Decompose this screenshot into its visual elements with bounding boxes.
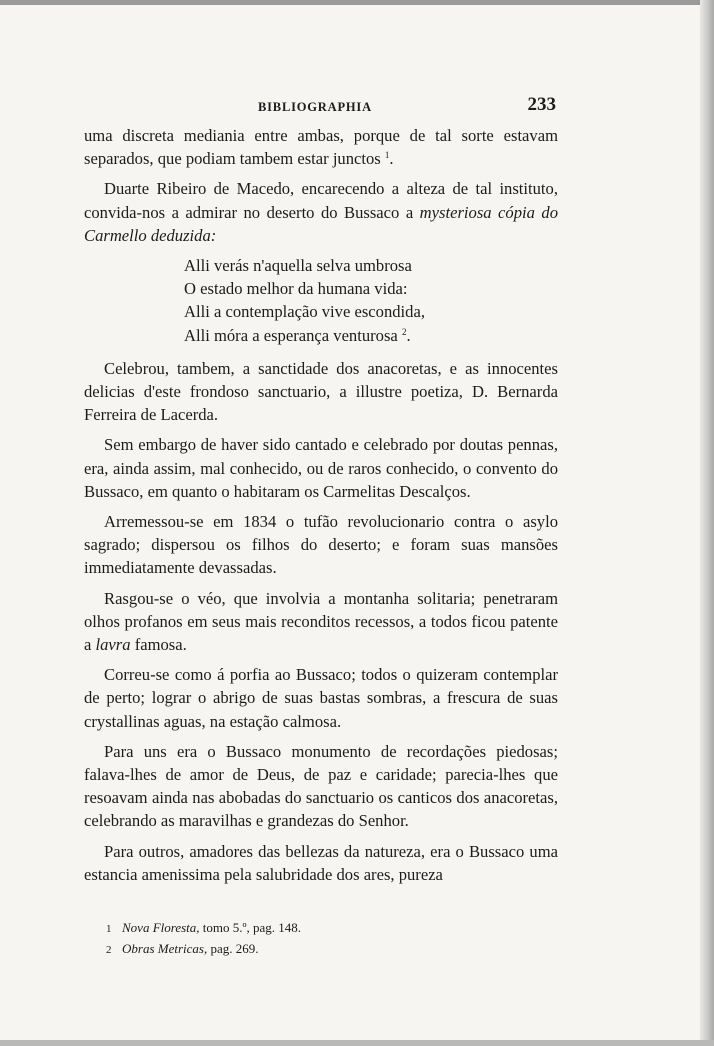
verse-quote: [184, 254, 558, 347]
paragraph-1: uma discreta mediania entre ambas, porque de tal sorte estavam separados, que podiam tambem estar junctos $^1$.: [84, 126, 558, 169]
scan-right-edge: [700, 0, 714, 1046]
body-text: [84, 124, 558, 893]
paragraph-2: Duarte Ribeiro de Macedo, encarecendo a alteza de tal instituto, convida-nos a admirar no deserto do Bussaco a mysteriosa cópia do Carmello deduzida:: [84, 179, 558, 245]
verse-line: O estado melhor da humana vida:: [184, 279, 408, 299]
verse-line: Alli verás n'aquella selva umbrosa: [184, 256, 412, 276]
paragraph-3: Celebrou, tambem, a sanctidade dos anacoretas, e as innocentes delicias d'este frondoso sanctuario, a illustre poetiza, D. Bernarda Ferreira de Lacerda.: [84, 358, 558, 425]
paragraph-9: Para outros, amadores das bellezas da natureza, era o Bussaco uma estancia amenissima pela salubridade dos ares, pureza: [84, 841, 558, 884]
verse-line: Alli a contemplação vive escondida,: [184, 302, 425, 322]
paragraph-5: Arremessou-se em 1834 o tufão revolucionario contra o asylo sagrado; dispersou os filhos do deserto; e foram suas mansões immediatamente devassadas.: [84, 512, 558, 578]
page-header: [86, 92, 556, 118]
footnotes: [106, 918, 556, 960]
scan-top-edge: [0, 0, 714, 5]
footnote-ref-2[interactable]: 2: [401, 326, 407, 337]
footnote-2: 2 Obras Metricas, pag. 269.: [106, 941, 259, 956]
paragraph-7: Correu-se como á porfia ao Bussaco; todos o quizeram contemplar de perto; lograr o abrigo de suas bastas sombras, a frescura de suas crystallinas aguas, na estação calmosa.: [84, 665, 558, 731]
footnote-ref-1[interactable]: 1: [384, 150, 390, 161]
scan-bottom-edge: [0, 1040, 714, 1046]
verse-line: Alli móra a esperança venturosa $^2$.: [184, 325, 411, 345]
paragraph-4: Sem embargo de haver sido cantado e celebrado por doutas pennas, era, ainda assim, mal conhecido, ou de raros conhecido, o convento do Bussaco, em quanto o habitaram os Carmelitas Descalços.: [84, 435, 558, 501]
page-number: 233: [527, 94, 556, 115]
running-title: BIBLIOGRAPHIA: [258, 100, 372, 114]
paragraph-8: Para uns era o Bussaco monumento de recordações piedosas; falava-lhes de amor de Deus, de paz e caridade; parecia-lhes que resoavam ainda nas abobadas do sanctuario os canticos dos anacoretas, celebrando as maravilhas e grandezas do Senhor.: [84, 741, 558, 831]
footnote-1: 1 Nova Floresta, tomo 5.º, pag. 148.: [106, 920, 302, 935]
paragraph-6: Rasgou-se o véo, que involvia a montanha solitaria; penetraram olhos profanos em seus mais reconditos recessos, a todos ficou patente a lavra famosa.: [84, 588, 558, 655]
